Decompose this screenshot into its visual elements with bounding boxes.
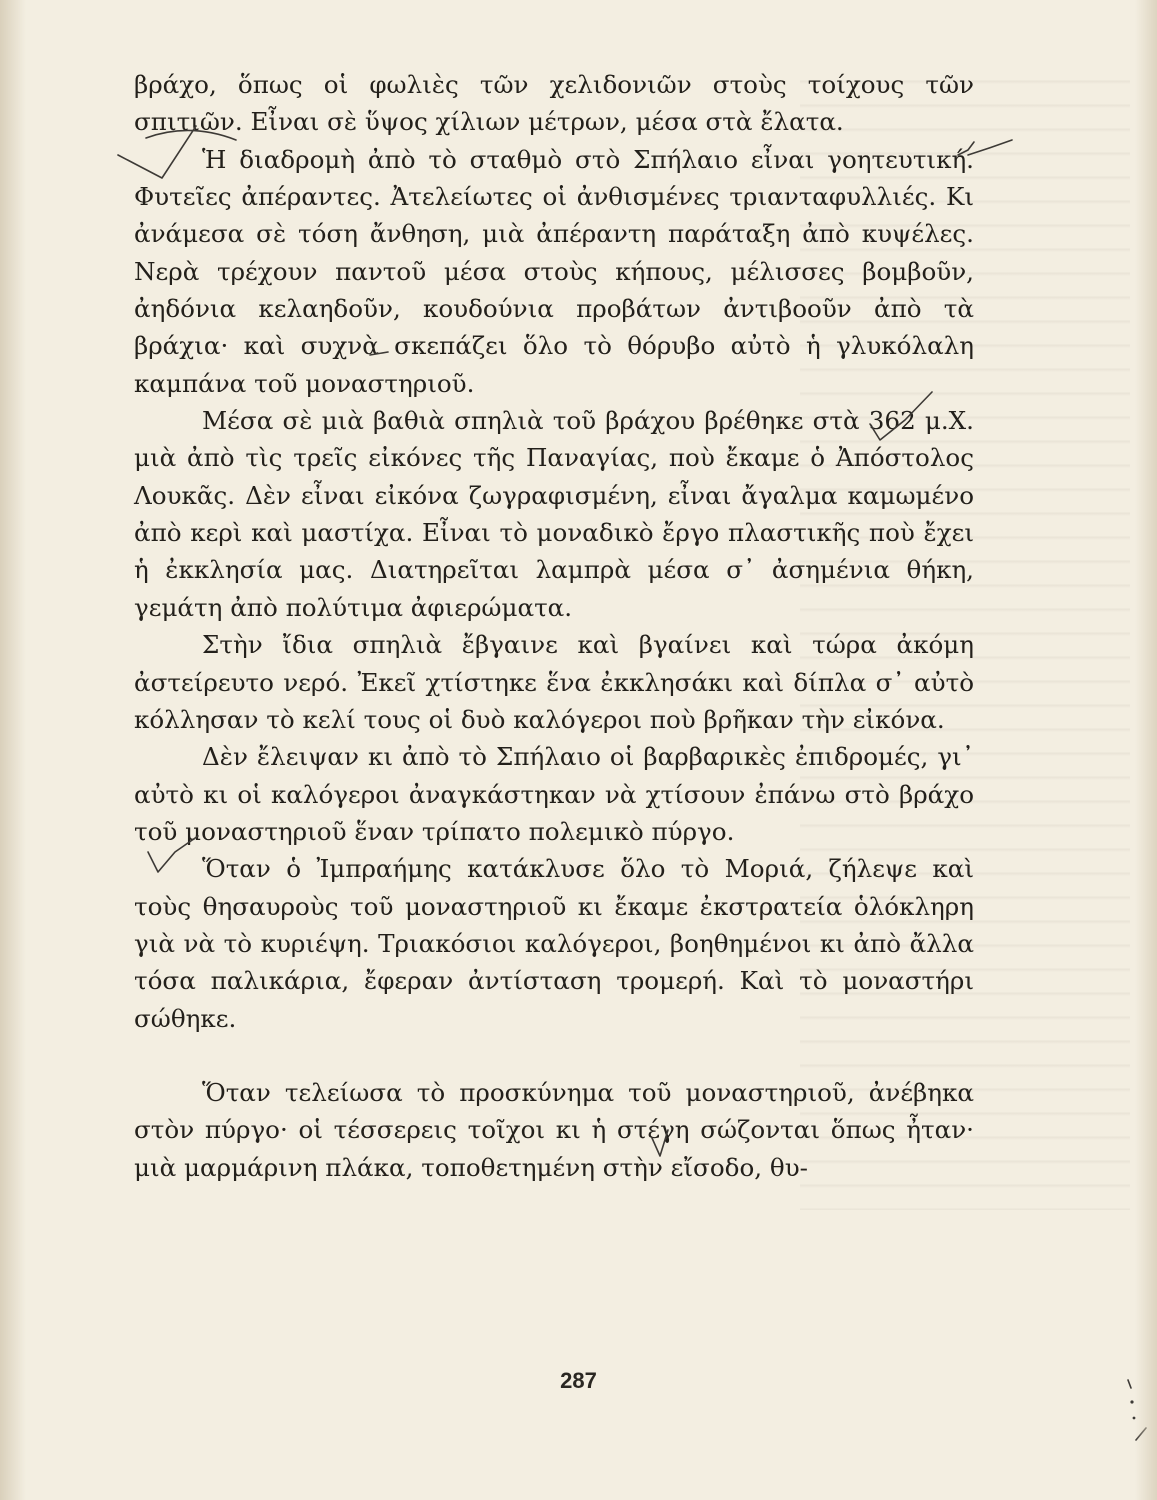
- paragraph-4: Στὴν ἴδια σπηλιὰ ἔβγαινε καὶ βγαίνει καὶ τώρα ἀκόμη ἀστείρευτο νερό. Ἐκεῖ χτίστηκε ἕνα ἐκκλησάκι καὶ δίπλα σ᾿ αὐτὸ κόλλησαν τὸ κελί τους οἱ δυὸ καλόγεροι ποὺ βρῆκαν τὴν εἰκόνα.: [134, 630, 974, 734]
- margin-tick: [1136, 1428, 1146, 1440]
- paragraph-7: Ὅταν τελείωσα τὸ προσκύνημα τοῦ μοναστηριοῦ, ἀνέβηκα στὸν πύργο· οἱ τέσσερεις τοῖχοι κι ἡ στέγη σώζονται ὅπως ἦταν· μιὰ μαρμάρινη πλάκα, τοποθετημένη στὴν εἴσοδο, θυ-: [134, 1077, 974, 1182]
- body-text: [134, 66, 974, 1186]
- paragraph-3: Μέσα σὲ μιὰ βαθιὰ σπηλιὰ τοῦ βράχου βρέθηκε στὰ 362 μ.Χ. μιὰ ἀπὸ τὶς τρεῖς εἰκόνες τῆς Παναγίας, ποὺ ἔκαμε ὁ Ἀπόστολος Λουκᾶς. Δὲν εἶναι εἰκόνα ζωγραφισμένη, εἶναι ἄγαλμα καμωμένο ἀπὸ κερὶ καὶ μαστίχα. Εἶναι τὸ μοναδικὸ ἔργο πλαστικῆς ποὺ ἔχει ἡ ἐκκλησία μας. Διατηρεῖται λαμπρὰ μέσα σ᾿ ἀσημένια θήκη, γεμάτη ἀπὸ πολύτιμα ἀφιερώματα.: [134, 406, 974, 622]
- page-number: 287: [560, 1368, 597, 1393]
- margin-dot: [1130, 1400, 1133, 1403]
- paragraph-1: βράχο, ὅπως οἱ φωλιὲς τῶν χελιδονιῶν στοὺς τοίχους τῶν σπιτιῶν. Εἶναι σὲ ὕψος χίλιων μέτρων, μέσα στὰ ἔλατα.: [134, 70, 974, 137]
- paragraph-2: Ἡ διαδρομὴ ἀπὸ τὸ σταθμὸ στὸ Σπήλαιο εἶναι γοητευτική. Φυτεῖες ἀπέραντες. Ἀτελείωτες οἱ ἀνθισμένες τριανταφυλλιές. Κι ἀνάμεσα σὲ τόση ἄνθηση, μιὰ ἀπέραντη παράταξη ἀπὸ κυψέλες. Νερὰ τρέχουν παντοῦ μέσα στοὺς κήπους, μέλισσες βομβοῦν, ἀηδόνια κελαηδοῦν, κουδούνια προβάτων ἀντιβοοῦν ἀπὸ τὰ βράχια· καὶ συχνὰ σκεπάζει ὅλο τὸ θόρυβο αὐτὸ ἡ γλυκόλαλη καμπάνα τοῦ μοναστηριοῦ.: [134, 144, 974, 398]
- margin-dot: [1133, 1417, 1136, 1420]
- paragraph-5: Δὲν ἔλειψαν κι ἀπὸ τὸ Σπήλαιο οἱ βαρβαρικὲς ἐπιδρομές, γι᾿ αὐτὸ κι οἱ καλόγεροι ἀναγκάστηκαν νὰ χτίσουν ἐπάνω στὸ βράχο τοῦ μοναστηριοῦ ἕναν τρίπατο πολεμικὸ πύργο.: [134, 742, 974, 846]
- paragraph-6: Ὅταν ὁ Ἰμπραήμης κατάκλυσε ὅλο τὸ Μοριά, ζήλεψε καὶ τοὺς θησαυροὺς τοῦ μοναστηριοῦ κι ἔκαμε ἐκστρατεία ὁλόκληρη γιὰ νὰ τὸ κυριέψη. Τριακόσιοι καλόγεροι, βοηθημένοι κι ἀπὸ ἄλλα τόσα παλικάρια, ἔφεραν ἀντίσταση τρομερή. Καὶ τὸ μοναστήρι σώθηκε.: [134, 854, 974, 1033]
